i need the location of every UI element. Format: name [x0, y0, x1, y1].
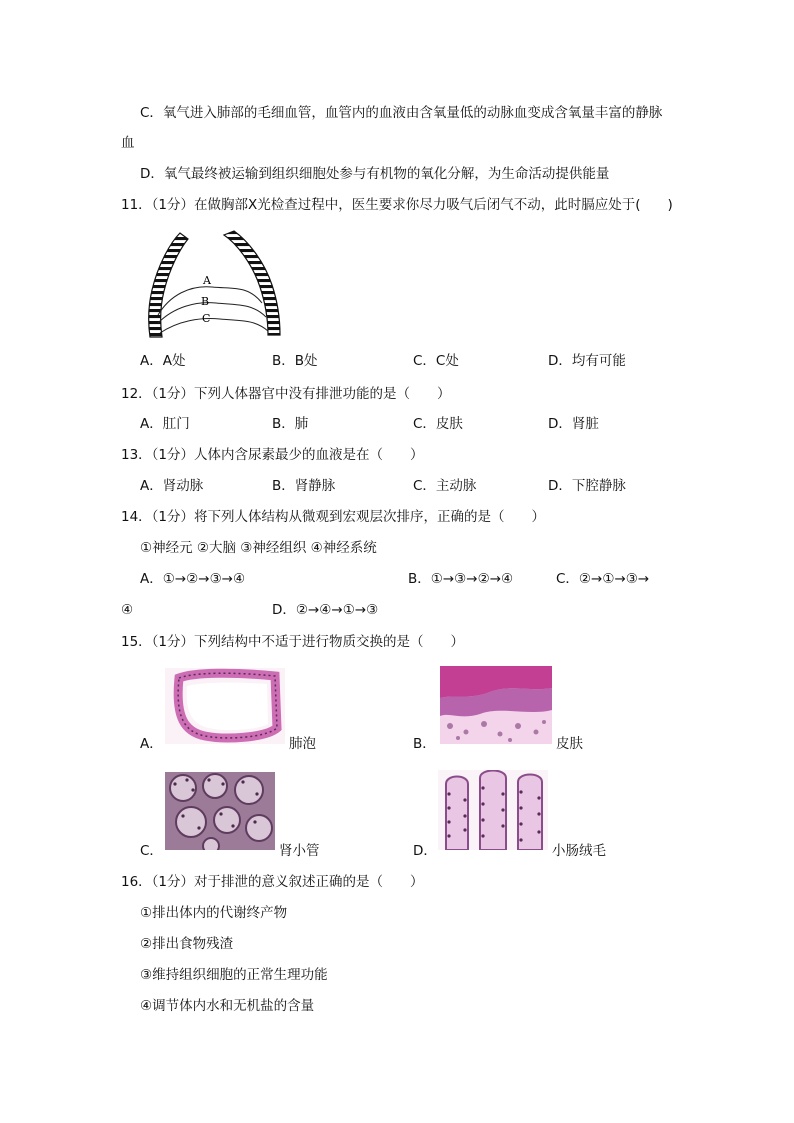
q14-option-a[interactable]: A．①→②→③→④: [140, 571, 246, 587]
q15-caption-d: 小肠绒毛: [552, 843, 606, 859]
q12-stem: 12．（1分）下列人体器官中没有排泄功能的是（ ）: [121, 386, 451, 402]
intestinal-villi-micrograph: [438, 770, 548, 850]
q15-stem: 15．（1分）下列结构中不适于进行物质交换的是（ ）: [121, 634, 465, 650]
q11-option-a[interactable]: A．A处: [140, 353, 186, 369]
label-c: C: [202, 312, 211, 325]
q16-item-4: ④调节体内水和无机盐的含量: [140, 998, 315, 1014]
q16-item-1: ①排出体内的代谢终产物: [140, 905, 288, 921]
q14-items: ①神经元 ②大脑 ③神经组织 ④神经系统: [140, 540, 377, 556]
q11-option-d[interactable]: D．均有可能: [548, 353, 626, 369]
q10-option-d: D．氧气最终被运输到组织细胞处参与有机物的氧化分解，为生命活动提供能量: [140, 166, 610, 182]
q14-stem: 14．（1分）将下列人体结构从微观到宏观层次排序，正确的是（ ）: [121, 509, 546, 525]
skin-micrograph: [440, 666, 552, 744]
label-b: B: [201, 295, 210, 308]
q12-option-a[interactable]: A．肛门: [140, 416, 190, 432]
q14-option-d[interactable]: D．②→④→①→③: [272, 602, 379, 618]
diaphragm-curve-b: [158, 303, 266, 323]
diaphragm-figure: [140, 225, 290, 345]
q15-caption-a: 肺泡: [289, 736, 316, 752]
q10-option-c-line1: C．氧气进入肺部的毛细血管，血管内的血液由含氧量低的动脉血变成含氧量丰富的静脉: [140, 105, 663, 121]
left-rib-wall: [149, 233, 188, 337]
q11-option-b[interactable]: B．B处: [272, 353, 318, 369]
q12-option-c[interactable]: C．皮肤: [413, 416, 463, 432]
q15-option-b[interactable]: B．: [413, 736, 436, 752]
q13-option-a[interactable]: A．肾动脉: [140, 478, 204, 494]
q16-item-2: ②排出食物残渣: [140, 936, 234, 952]
q12-option-d[interactable]: D．肾脏: [548, 416, 599, 432]
right-rib-wall: [224, 231, 280, 335]
q13-option-d[interactable]: D．下腔静脉: [548, 478, 626, 494]
q13-option-c[interactable]: C．主动脉: [413, 478, 477, 494]
q15-caption-b: 皮肤: [556, 736, 583, 752]
diaphragm-curve-a: [158, 287, 262, 315]
q15-option-d[interactable]: D．: [413, 843, 437, 859]
q15-option-c[interactable]: C．: [140, 843, 163, 859]
q13-stem: 13．（1分）人体内含尿素最少的血液是在（ ）: [121, 447, 424, 463]
q12-option-b[interactable]: B．肺: [272, 416, 309, 432]
q11-stem: 11．（1分）在做胸部X光检查过程中，医生要求你尽力吸气后闭气不动，此时膈应处于( ): [121, 197, 673, 213]
alveolus-micrograph: [165, 668, 285, 744]
q15-option-a[interactable]: A．: [140, 736, 163, 752]
q14-option-c-cont: ④: [121, 602, 134, 618]
renal-tubule-micrograph: [165, 772, 275, 850]
label-a: A: [203, 274, 211, 287]
diaphragm-curve-c: [160, 319, 268, 333]
q13-option-b[interactable]: B．肾静脉: [272, 478, 336, 494]
q14-option-b[interactable]: B．①→③→②→④: [408, 571, 514, 587]
q11-option-c[interactable]: C．C处: [413, 353, 459, 369]
q14-option-c[interactable]: C．②→①→③→: [556, 571, 650, 587]
q16-stem: 16．（1分）对于排泄的意义叙述正确的是（ ）: [121, 874, 424, 890]
q10-option-c-line2: 血: [121, 135, 135, 151]
q15-caption-c: 肾小管: [279, 843, 320, 859]
q16-item-3: ③维持组织细胞的正常生理功能: [140, 967, 328, 983]
